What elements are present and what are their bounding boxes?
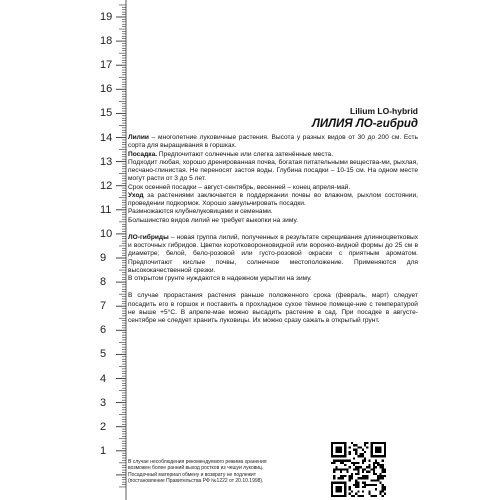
ruler-label: 9 [100, 252, 107, 264]
paragraph-lo-hybrids [128, 234, 418, 275]
ruler-label: 7 [100, 300, 107, 313]
note-line: В случае несоблюдения рекомендуемого режима хранения [128, 459, 267, 465]
product-title: ЛИЛИЯ ЛО-гибрид [311, 118, 418, 130]
paragraph-soil: Подходит любая, хорошо дренированная почва, богатая питательными вещества-ми, рыхлая, песчано-глинистая. Не переносят застоя воды. Глубина посадки – 10-15 см. На одном месте могут расти от 3 до 5 лет. [128, 158, 418, 183]
paragraph-shelter: В открытом грунте нуждаются в надежном укрытии на зиму. [128, 275, 312, 282]
spacer [128, 283, 418, 292]
storage-note [128, 459, 328, 484]
ruler-label: 17 [100, 59, 113, 72]
ruler-label: 5 [100, 348, 107, 361]
ruler-label: 6 [100, 324, 107, 337]
paragraph-winter: Большинство видов лилий не требует выкопки на зиму. [128, 216, 298, 224]
qr-code-icon[interactable] [331, 442, 386, 497]
paragraph-lead: Посадка. [128, 150, 158, 158]
ruler-label: 12 [100, 179, 113, 192]
description [128, 134, 418, 325]
ruler-label: 11 [100, 203, 112, 216]
paragraph-early-sprouting: В случае прорастания растения раньше положенного срока (февраль, март) следует посадить его в горшок и поставить в прохладное сухое тёмное помеще-ние с температурой не выше +5°С. В апреле-мае можно высадить растение в сад. При посадке в августе-сентябре не следует хранить луковицы. Их можно сразу сажать в открытый грунт. [128, 292, 418, 324]
paragraph-propagation: Размножаются клубнелуковицами и семенами. [128, 208, 273, 216]
note-line: возможен более ранний выход ростков из чешуи луковиц. [128, 465, 264, 472]
paragraph-lead: Уход [128, 191, 144, 199]
ruler-label: 16 [100, 83, 113, 96]
paragraph-lilies [128, 134, 418, 151]
ruler-label: 1 [100, 444, 107, 457]
paragraph-planting-dates: Срок осенней посадки – август-сентябрь, весенней – конец апреля-май. [128, 183, 351, 191]
seed-packet-back [128, 0, 418, 500]
paragraph-text: – многолетние луковичные растения. Высота у разных видов от 30 до 200 см. Есть сорта для выращивания в горшках. [128, 134, 418, 150]
paragraph-text: – новая группа лилий, полученных в результате скрещивания длинноцветковых и восточных гибридов. Цветки коротковоронковидной или воронко-видной формы до 25 см в диаметре; белой, бело-розовой или густо-розовой окраски с приятным ароматом. Предпочитают кислые почвы, солнечное местоположение. Применяются для высококачественной срезки. [128, 233, 418, 274]
paragraph-lead: ЛО-гибриды [128, 233, 169, 241]
paragraph-lead: Лилии [128, 134, 149, 141]
paragraph-care [128, 192, 418, 209]
ruler-label: 13 [100, 155, 113, 168]
spacer [128, 225, 418, 234]
ruler-label: 15 [100, 107, 113, 120]
ruler-label: 3 [100, 396, 107, 409]
note-line: Посадочный материал обмену и возврату не подлежит [128, 471, 257, 478]
latin-name: Lilium LO-hybrid [350, 106, 418, 116]
ruler-label: 19 [100, 11, 113, 23]
paragraph-text: за растениями заключается в поддержании почвы во влажном, рыхлом состоянии, проведении подкормок. Хорошо замульчировать посадки. [128, 191, 418, 207]
ruler [82, 0, 128, 500]
ruler-label: 10 [100, 227, 113, 240]
ruler-label: 8 [100, 276, 107, 289]
paragraph-planting [128, 151, 418, 159]
paragraph-text: Предпочитают солнечные или слегка затенённые места. [157, 150, 334, 158]
ruler-label: 18 [100, 35, 113, 48]
ruler-label: 2 [100, 420, 107, 433]
ruler-label: 14 [100, 131, 113, 144]
note-line: (постановление Правительства РФ №1222 от 20.10.1998). [128, 477, 264, 484]
ruler-label: 4 [100, 372, 107, 385]
